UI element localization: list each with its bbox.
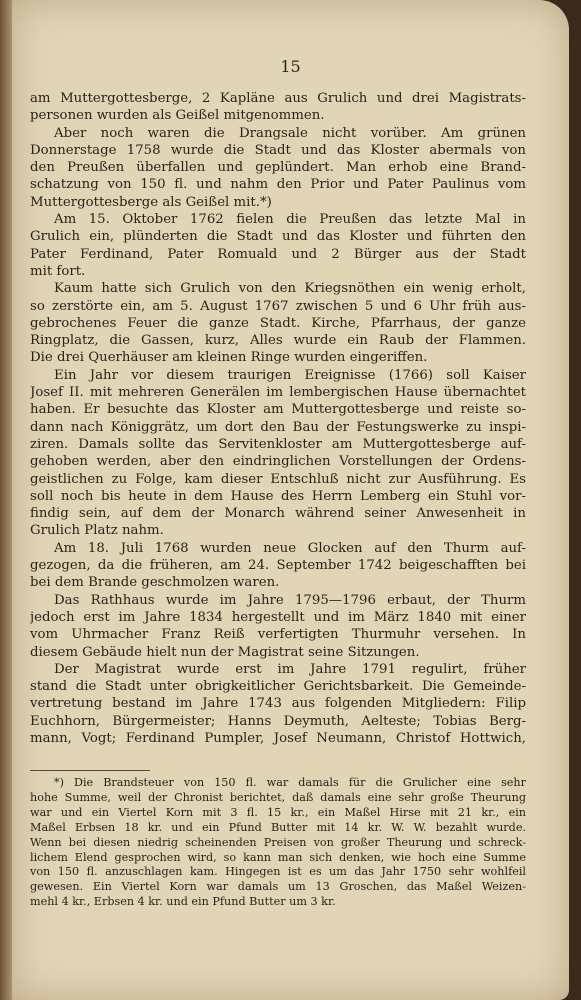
footnote-line: lichem Elend gesprochen wird, so kann man sich denken, wie hoch eine Summe	[30, 850, 526, 864]
footnote-line: Wenn bei diesen niedrig scheinenden Preisen von großer Theurung und schreck-	[30, 835, 526, 849]
footnote-line: mehl 4 kr., Erbsen 4 kr. und ein Pfund Butter um 3 kr.	[30, 895, 336, 909]
text-line: geistlichen zu Folge, kam dieser Entschluß nicht zur Ausführung. Es	[30, 471, 526, 487]
text-line: am Muttergottesberge, 2 Kapläne aus Grulich und drei Magistrats-	[30, 91, 526, 106]
text-line: Euchhorn, Bürgermeister; Hanns Deymuth, Aelteste; Tobias Berg-	[30, 713, 526, 729]
body-text	[30, 90, 526, 747]
text-line: Pater Ferdinand, Pater Romuald und 2 Bürger aus der Stadt	[30, 246, 526, 262]
text-line: mit fort.	[30, 263, 86, 279]
text-line: jedoch erst im Jahre 1834 hergestellt und im März 1840 mit einer	[30, 609, 526, 625]
page-number: 15	[280, 57, 301, 76]
text-line: Der Magistrat wurde erst im Jahre 1791 regulirt, früher	[54, 661, 526, 677]
text-line: gebrochenes Feuer die ganze Stadt. Kirche, Pfarrhaus, der ganze	[30, 315, 526, 331]
text-line: Ringplatz, die Gassen, kurz, Alles wurde ein Raub der Flammen.	[30, 333, 526, 349]
footnote-line: von 150 fl. anzuschlagen kam. Hingegen ist es um das Jahr 1750 sehr wohlfeil	[30, 865, 526, 879]
text-line: Am 15. Oktober 1762 fielen die Preußen das letzte Mal in	[54, 212, 526, 228]
text-line: personen wurden als Geißel mitgenommen.	[30, 108, 325, 124]
text-line: Grulich Platz nahm.	[30, 523, 164, 539]
text-line: Das Rathhaus wurde im Jahre 1795—1796 erbaut, der Thurm	[54, 592, 526, 608]
footnote-divider	[30, 770, 150, 771]
footnote-line: war und ein Viertel Korn mit 3 fl. 15 kr., ein Maßel Hirse mit 21 kr., ein	[30, 805, 526, 819]
text-line: schatzung von 150 fl. und nahm den Prior und Pater Paulinus vom	[30, 177, 526, 193]
text-line: den Preußen überfallen und geplündert. Man erhob eine Brand-	[30, 160, 526, 176]
text-line: Josef II. mit mehreren Generälen im lembergischen Hause übernachtet	[30, 385, 526, 401]
text-line: Kaum hatte sich Grulich von den Kriegsnöthen ein wenig erholt,	[54, 281, 526, 297]
footnote-line: hohe Summe, weil der Chronist berichtet, daß damals eine sehr große Theurung	[30, 790, 526, 804]
text-line: gezogen, da die früheren, am 24. September 1742 beigeschafften bei	[30, 558, 526, 574]
text-line: Grulich ein, plünderten die Stadt und das Kloster und führten den	[30, 229, 526, 245]
text-line: stand die Stadt unter obrigkeitlicher Gerichtsbarkeit. Die Gemeinde-	[30, 679, 526, 695]
book-page	[12, 0, 569, 1000]
text-line: mann, Vogt; Ferdinand Pumpler, Josef Neumann, Christof Hottwich,	[30, 730, 526, 746]
text-line: soll noch bis heute in dem Hause des Herrn Lemberg ein Stuhl vor-	[30, 488, 526, 504]
footnote-line: Maßel Erbsen 18 kr. und ein Pfund Butter mit 14 kr. W. W. bezahlt wurde.	[30, 820, 526, 834]
text-line: findig sein, auf dem der Monarch während seiner Anwesenheit in	[30, 506, 526, 522]
text-line: so zerstörte ein, am 5. August 1767 zwischen 5 und 6 Uhr früh aus-	[30, 298, 526, 314]
text-line: gehoben werden, aber den eindringlichen Vorstellungen der Ordens-	[30, 454, 526, 470]
text-line: Die drei Querhäuser am kleinen Ringe wurden eingeriffen.	[30, 350, 428, 366]
text-line: Am 18. Juli 1768 wurden neue Glocken auf den Thurm auf-	[54, 540, 526, 556]
text-line: diesem Gebäude hielt nun der Magistrat seine Sitzungen.	[30, 644, 420, 660]
footnote-line: gewesen. Ein Viertel Korn war damals um 13 Groschen, das Maßel Weizen-	[30, 880, 526, 894]
text-line: Donnerstage 1758 wurde die Stadt und das Kloster abermals von	[30, 142, 526, 158]
text-line: ziren. Damals sollte das Servitenkloster am Muttergottesberge auf-	[30, 436, 526, 452]
text-line: Ein Jahr vor diesem traurigen Ereignisse (1766) soll Kaiser	[54, 367, 526, 383]
footnote-line: *) Die Brandsteuer von 150 fl. war damals für die Grulicher eine sehr	[54, 776, 526, 789]
text-line: dann nach Königgrätz, um dort den Bau der Festungswerke zu inspi-	[30, 419, 526, 435]
text-line: haben. Er besuchte das Kloster am Muttergottesberge und reiste so-	[30, 402, 526, 418]
footnote	[30, 776, 526, 910]
text-line: vertretung bestand im Jahre 1743 aus folgenden Mitgliedern: Filip	[30, 696, 526, 712]
text-line: vom Uhrmacher Franz Reiß verfertigten Thurmuhr versehen. In	[30, 627, 526, 643]
text-line: Muttergottesberge als Geißel mit.*)	[30, 194, 272, 210]
text-line: Aber noch waren die Drangsale nicht vorüber. Am grünen	[54, 125, 526, 141]
text-line: bei dem Brande geschmolzen waren.	[30, 575, 280, 591]
